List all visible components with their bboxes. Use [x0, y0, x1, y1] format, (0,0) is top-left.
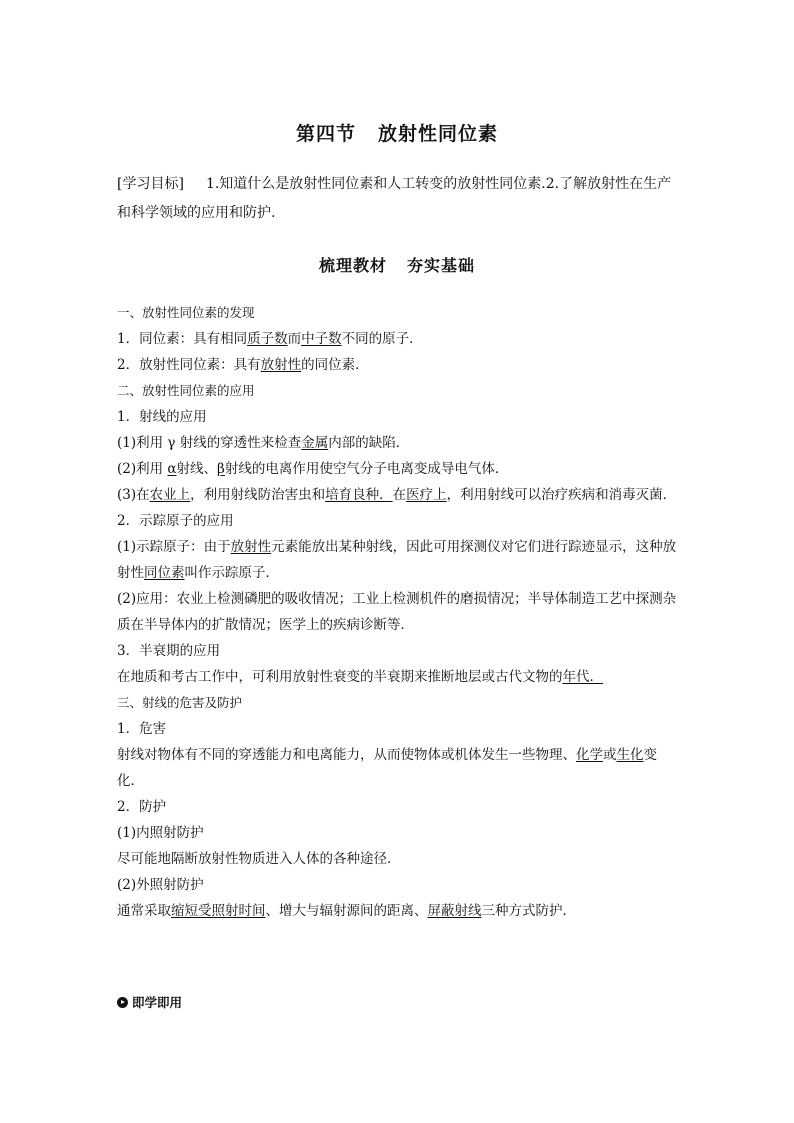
- text: (1)利用 γ 射线的穿透性来检查: [117, 435, 302, 451]
- title-topic: 放射性同位素: [378, 123, 499, 145]
- text: 射线对物体有不同的穿透能力和电离能力，从而使物体或机体发生一些物理、: [117, 747, 576, 763]
- answer-blank: 同位素: [144, 565, 185, 581]
- item-external-protection-text: [117, 898, 683, 924]
- item-half-life: [117, 664, 683, 690]
- para-isotope: [117, 326, 683, 352]
- answer-blank: 缩短受照射时间: [171, 903, 266, 919]
- answer-blank: 年代．: [562, 669, 603, 685]
- item-internal-protection: (1)内照射防护: [117, 825, 204, 841]
- practice-label: 即学即用: [132, 995, 183, 1010]
- text: 变化．: [117, 747, 657, 789]
- item-hazard: [117, 742, 683, 794]
- item-alpha-beta: [117, 456, 683, 482]
- learning-objectives: [117, 170, 683, 228]
- answer-blank: 质子数: [247, 331, 288, 347]
- text: 元素能放出某种射线，因此可用探测仪对它们进行踪迹显示，这种放射性: [117, 539, 677, 581]
- title-section-number: 第四节: [295, 123, 356, 145]
- text: 在: [392, 487, 407, 503]
- answer-blank: 金属: [301, 435, 329, 451]
- item-tracer-uses: (2)应用：农业上检测磷肥的吸收情况；工业上检测机件的磨损情况；半导体制造工艺中探测杂质在半导体内的扩散情况；医学上的疾病诊断等．: [117, 591, 677, 633]
- answer-blank: α: [167, 461, 177, 477]
- answer-blank: β: [217, 461, 225, 477]
- text: (1)示踪原子：由于: [117, 539, 231, 555]
- item-gamma: [117, 430, 683, 456]
- answer-blank: 生化: [616, 747, 644, 763]
- sub-half-life: 3．半衰期的应用: [117, 643, 221, 659]
- text: ，利用射线防治害虫和: [190, 487, 326, 503]
- objectives-text: 1.知道什么是放射性同位素和人工转变的放射性同位素.2.了解放射性在生产和科学领域的应用和防护.: [117, 176, 672, 221]
- sub-ray-applications: 1．射线的应用: [117, 409, 207, 425]
- heading-hazards: 三、射线的危害及防护: [117, 695, 243, 710]
- text: 而: [287, 331, 302, 347]
- content-body: [117, 300, 683, 924]
- section-title-part2: 夯实基础: [407, 256, 476, 275]
- sub-hazard: 1．危害: [117, 721, 167, 737]
- play-circle-icon: [117, 997, 128, 1008]
- text: 、增大与辐射源间的距离、: [265, 903, 428, 919]
- text: (2)利用: [117, 461, 168, 477]
- text: (3)在: [117, 487, 150, 503]
- item-agriculture-medical: [117, 482, 683, 508]
- heading-discovery: 一、放射性同位素的发现: [117, 305, 255, 320]
- item-tracer-definition: [117, 534, 683, 586]
- answer-blank: 中子数: [301, 331, 342, 347]
- text: 射线、: [176, 461, 218, 477]
- text: 2．放射性同位素：具有: [117, 357, 261, 373]
- text: ，利用射线可以治疗疾病和消毒灭菌．: [446, 487, 677, 503]
- para-radioactive-isotope: [117, 352, 683, 378]
- page-title: [0, 119, 794, 146]
- answer-blank: 屏蔽射线: [427, 903, 482, 919]
- answer-blank: 培育良种．: [325, 487, 393, 503]
- answer-blank: 农业上: [149, 487, 191, 503]
- text: 通常采取: [117, 903, 171, 919]
- item-external-protection: (2)外照射防护: [117, 877, 204, 893]
- text: 不同的原子．: [341, 331, 423, 347]
- heading-applications: 二、放射性同位素的应用: [117, 383, 255, 398]
- practice-heading: [117, 993, 182, 1011]
- sub-tracer-atoms: 2．示踪原子的应用: [117, 513, 234, 529]
- text: 或: [603, 747, 617, 763]
- sub-protection: 2．防护: [117, 799, 167, 815]
- text: 内部的缺陷．: [328, 435, 410, 451]
- answer-blank: 放射性: [230, 539, 272, 555]
- text: 射线的电离作用使空气分子电离变成导电气体．: [224, 461, 509, 477]
- text: 的同位素．: [301, 357, 369, 373]
- text: 三种方式防护．: [481, 903, 576, 919]
- answer-blank: 化学: [576, 747, 603, 763]
- text: 在地质和考古工作中，可利用放射性衰变的半衰期来推断地层或古代文物的: [117, 669, 563, 685]
- section-title-part1: 梳理教材: [318, 256, 387, 275]
- text: 叫作示踪原子．: [184, 565, 279, 581]
- item-internal-protection-text: 尽可能地隔断放射性物质进入人体的各种途径．: [117, 851, 401, 867]
- answer-blank: 放射性: [260, 357, 302, 373]
- answer-blank: 医疗上: [406, 487, 447, 503]
- objectives-tag: [学习目标]: [117, 176, 184, 192]
- section-title: [0, 253, 794, 276]
- text: 1．同位素：具有相同: [117, 331, 248, 347]
